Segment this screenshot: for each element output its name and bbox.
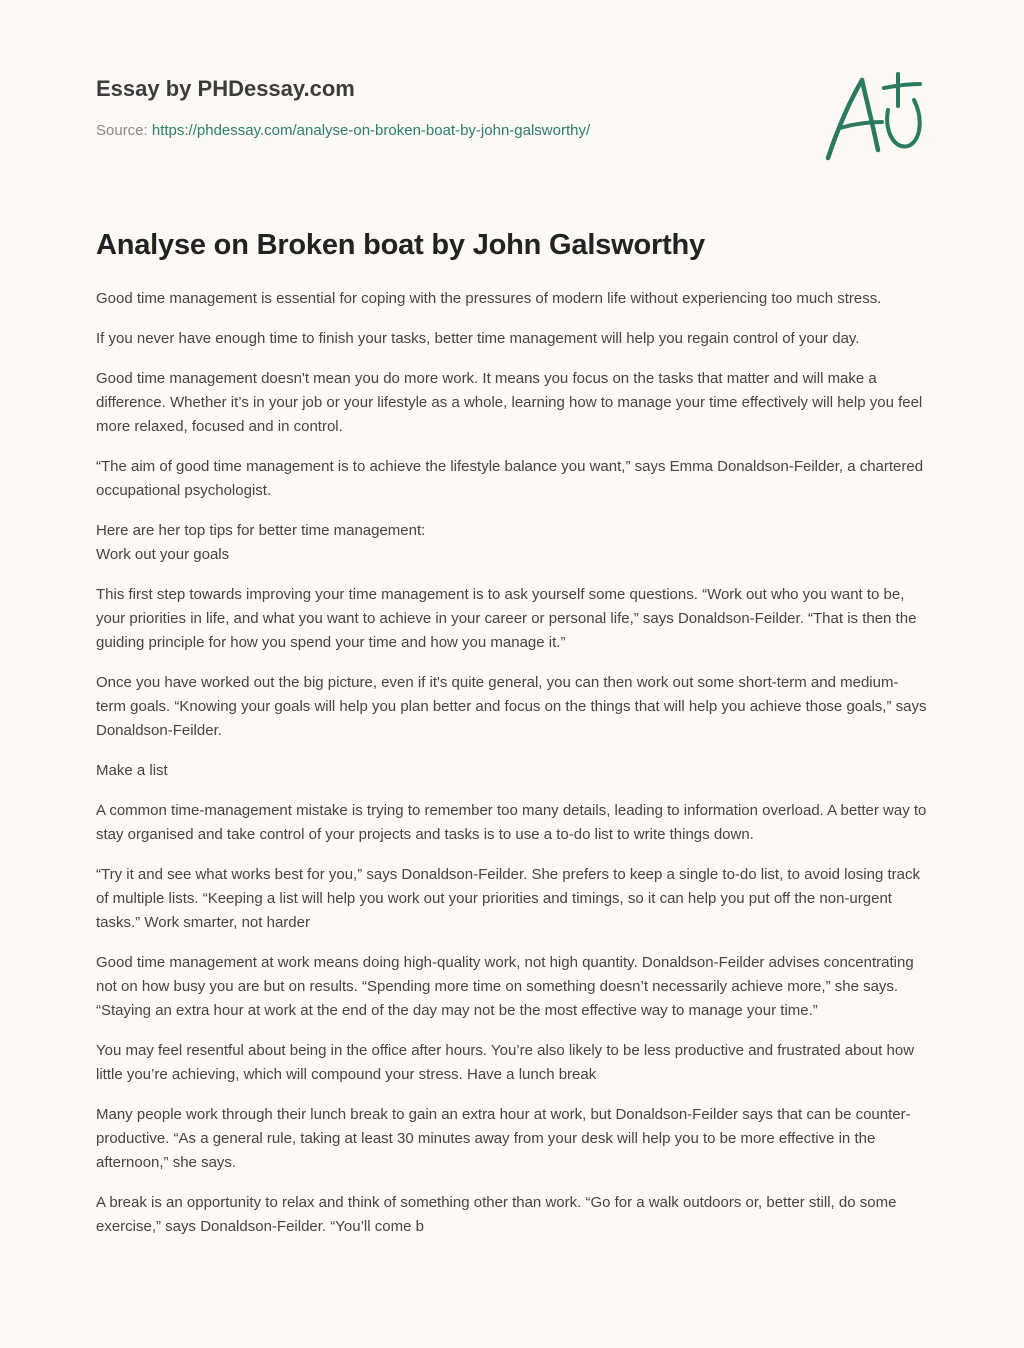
article-paragraph: You may feel resentful about being in the office after hours. You’re also likely to be less productive and frustrated about how little you’re achieving, which will compound your stress. Have a lunch break	[96, 1042, 915, 1083]
article-paragraph: “Try it and see what works best for you,” says Donaldson-Feilder. She prefers to keep a single to-do list, to avoid losing track of multiple lists. “Keeping a list will help you work out your priorities and timings, so it can help you put off the non-urgent tasks.” Work smarter, not harder	[96, 866, 920, 931]
article-body	[96, 287, 928, 1239]
article-paragraph: Once you have worked out the big picture, even if it's quite general, you can then work out some short-term and medium-term goals. “Knowing your goals will help you plan better and focus on the things that will help you achieve those goals,” says Donaldson-Feilder.	[96, 674, 927, 739]
source-line	[96, 121, 716, 141]
article-paragraph: If you never have enough time to finish your tasks, better time management will help you regain control of your day.	[96, 330, 860, 347]
article-paragraph: A break is an opportunity to relax and think of something other than work. “Go for a walk outdoors or, better still, do some exercise,” says Donaldson-Feilder. “You’ll come b	[96, 1194, 897, 1235]
article-paragraph: A common time-management mistake is trying to remember too many details, leading to information overload. A better way to stay organised and take control of your projects and tasks is to use a to-do list to write things down.	[96, 802, 927, 843]
article	[96, 226, 928, 1255]
article-paragraph: Good time management is essential for coping with the pressures of modern life without experiencing too much stress.	[96, 290, 882, 307]
page-header	[96, 74, 716, 141]
article-paragraph: Good time management at work means doing high-quality work, not high quantity. Donaldson-Feilder advises concentrating not on how busy you are but on results. “Spending more time on something doesn’t necessarily achieve more,” she says. “Staying an extra hour at work at the end of the day may not be the most effective way to manage your time.”	[96, 954, 914, 1019]
article-paragraph: This first step towards improving your time management is to ask yourself some questions. “Work out who you want to be, your priorities in life, and what you want to achieve in your career or personal life,” says Donaldson-Feilder. “That is then the guiding principle for how you spend your time and how you manage it.”	[96, 586, 917, 651]
source-label: Source:	[96, 122, 152, 139]
source-link[interactable]: https://phdessay.com/analyse-on-broken-boat-by-john-galsworthy/	[151, 122, 591, 139]
article-paragraph: Many people work through their lunch break to gain an extra hour at work, but Donaldson-Feilder says that can be counter-productive. “As a general rule, taking at least 30 minutes away from your desk will help you to be more effective in the afternoon,” she says.	[96, 1106, 911, 1171]
article-paragraph: Make a list	[96, 762, 168, 779]
article-paragraph: Good time management doesn't mean you do more work. It means you focus on the tasks that matter and will make a difference. Whether it’s in your job or your lifestyle as a whole, learning how to manage your time effectively will help you feel more relaxed, focused and in control.	[96, 370, 923, 435]
article-title: Analyse on Broken boat by John Galsworthy	[96, 229, 705, 261]
article-paragraph: Here are her top tips for better time management: Work out your goals	[96, 522, 426, 563]
article-paragraph: “The aim of good time management is to achieve the lifestyle balance you want,” says Emma Donaldson-Feilder, a chartered occupational psychologist.	[96, 458, 924, 499]
site-title: Essay by PHDessay.com	[96, 76, 355, 101]
a-plus-grade-icon	[822, 70, 926, 164]
